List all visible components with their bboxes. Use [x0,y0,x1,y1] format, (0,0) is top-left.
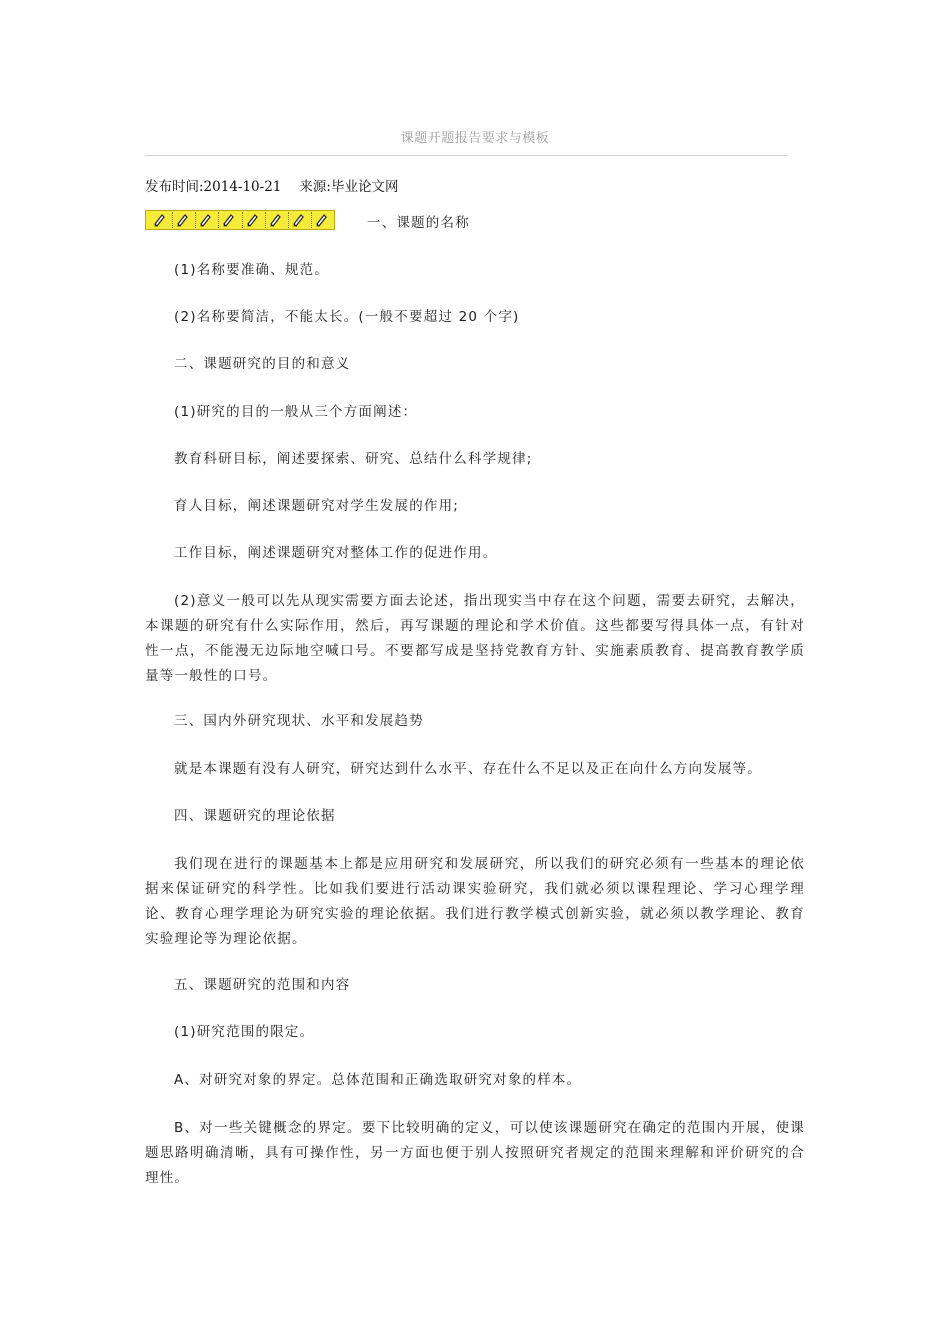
paragraph: (1)研究范围的限定。 [174,1024,315,1040]
article-meta [145,175,398,195]
section-heading: 四、课题研究的理论依据 [174,808,336,824]
paragraph: 教育科研目标，阐述要探索、研究、总结什么科学规律; [174,451,533,467]
paragraph: (1)名称要准确、规范。 [174,262,330,278]
pencil-icon [242,212,261,228]
paragraph: B、对一些关键概念的界定。要下比较明确的定义，可以使该课题研究在确定的范围内开展，使课题思路明确清晰，具有可操作性，另一方面也便于别人按照研究者规定的范围来理解和评价研究的合理性。 [145,1120,805,1186]
paragraph: (1)研究的目的一般从三个方面阐述： [174,404,418,420]
page-title: 课题开题报告要求与模板 [400,131,550,146]
section-heading: 一、课题的名称 [367,215,470,231]
paragraph: (2)意义一般可以先从现实需要方面去论述，指出现实当中存在这个问题，需要去研究，去解决，本课题的研究有什么实际作用，然后，再写课题的理论和学术价值。这些都要写得具体一点，有针对性一点，不能漫无边际地空喊口号。不要都写成是坚持党教育方针、实施素质教育、提高教育教学质量等一般性的口号。 [145,593,805,684]
pencil-icon [195,212,214,228]
decorative-icon-strip [145,210,335,230]
paragraph: (2)名称要简洁，不能太长。(一般不要超过 20 个字) [174,309,520,325]
publish-date: 发布时间:2014-10-21 [145,179,282,195]
paragraph: 我们现在进行的课题基本上都是应用研究和发展研究，所以我们的研究必须有一些基本的理论依据来保证研究的科学性。比如我们要进行活动课实验研究，我们就必须以课程理论、学习心理学理论、教育心理学理论为研究实验的理论依据。我们进行教学模式创新实验，就必须以教学理论、教育实验理论等为理论依据。 [145,856,805,947]
pencil-icon [172,212,191,228]
paragraph: A、对研究对象的界定。总体范围和正确选取研究对象的样本。 [174,1072,582,1088]
pencil-icon [288,212,307,228]
paragraph: 就是本课题有没有人研究，研究达到什么水平、存在什么不足以及正在向什么方向发展等。 [174,761,762,777]
paragraph: 工作目标，阐述课题研究对整体工作的促进作用。 [174,545,498,561]
pencil-icon [218,212,237,228]
paragraph: 育人目标，阐述课题研究对学生发展的作用; [174,498,460,514]
pencil-icon [150,212,168,228]
section-heading: 三、国内外研究现状、水平和发展趋势 [174,713,424,729]
section-heading: 五、课题研究的范围和内容 [174,977,351,993]
article-source: 来源:毕业论文网 [299,179,399,195]
title-divider [145,155,788,156]
pencil-icon [265,212,284,228]
section-heading: 二、课题研究的目的和意义 [174,356,351,372]
pencil-icon [311,212,330,228]
